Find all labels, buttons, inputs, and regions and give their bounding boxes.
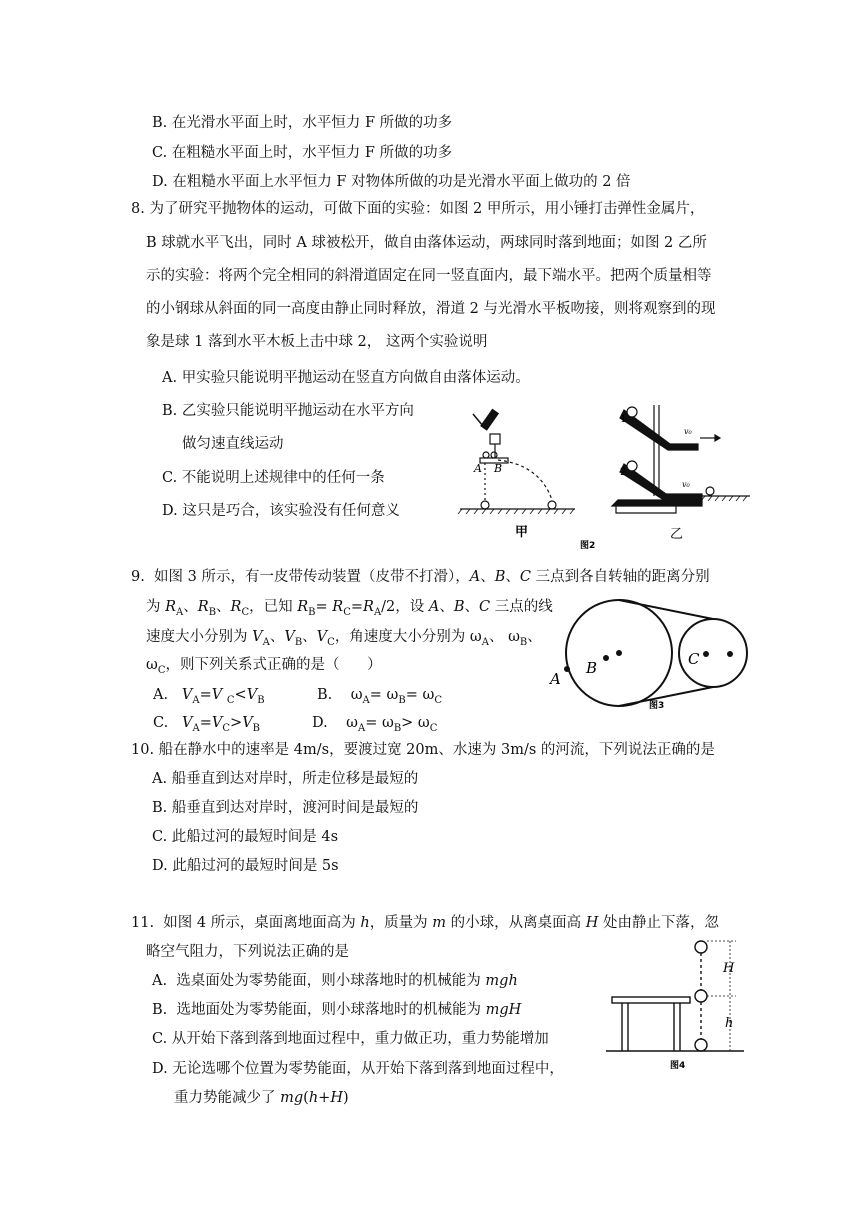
figure-2-caption: 图2 xyxy=(580,541,596,551)
q9-option-a: A. $V_A=V$ $_C<V_B$ xyxy=(153,687,265,706)
q11-option-b: B. 选地面处为零势能面，则小球落地时的机械能为 mgH xyxy=(152,1002,522,1018)
q8-option-b-line2: 做匀速直线运动 xyxy=(182,436,284,452)
figure-4-table-top xyxy=(612,997,690,1003)
figure-3-caption: 图3 xyxy=(649,701,665,711)
figure-3-label-c: C xyxy=(688,650,700,668)
figure-4-ball-top xyxy=(695,941,707,953)
q10-option-a: A. 船垂直到达对岸时，所走位移是最短的 xyxy=(152,771,419,787)
q11-option-a: A. 选桌面处为零势能面，则小球落地时的机械能为 mgh xyxy=(152,973,518,989)
figure-2-label-b: B xyxy=(494,462,503,475)
q8-stem-line4: 的小钢球从斜面的同一高度由静止同时释放，滑道 2 与光滑水平板吻接，则将观察到的现 xyxy=(146,301,716,317)
figure-2-label-2: 2 xyxy=(620,467,627,478)
figure-3-label-b: B xyxy=(586,659,598,677)
figure-3-belt-top xyxy=(619,600,713,619)
figure-4 xyxy=(604,935,749,1075)
figure-2-label-1: 1 xyxy=(620,414,627,425)
q7-option-c: C. 在粗糙水平面上时，水平恒力 F 所做的功多 xyxy=(152,145,453,161)
q8-stem-line2: B 球就水平飞出，同时 A 球被松开，做自由落体运动，两球同时落到地面；如图 2 乙所 xyxy=(146,235,707,251)
q9-stem-line1: 9. 如图 3 所示，有一皮带传动装置（皮带不打滑），A、B、C 三点到各自转轴的距离分别 xyxy=(131,569,710,585)
q8-stem-line5: 象是球 1 落到水平木板上击中球 2， 这两个实验说明 xyxy=(146,334,488,350)
figure-3-label-a: A xyxy=(550,670,561,688)
q11-option-d-line1: D. 无论选哪个位置为零势能面，从开始下落到落到地面过程中， xyxy=(152,1061,564,1077)
figure-2-label-v0-top: v₀ xyxy=(684,427,692,436)
q8-option-d: D. 这只是巧合，该实验没有任何意义 xyxy=(162,503,400,519)
q11-option-c: C. 从开始下落到落到地面过程中，重力做正功，重力势能增加 xyxy=(152,1031,549,1047)
q9-stem-line4: $\omega_C$，则下列关系式正确的是（ ） xyxy=(146,657,382,676)
q11-stem-line1: 11. 如图 4 所示，桌面离地面高为 h，质量为 m 的小球，从离桌面高 H 处由静止下落，忽 xyxy=(131,915,720,931)
figure-4-caption: 图4 xyxy=(670,1061,686,1071)
q7-option-d: D. 在粗糙水平面上水平恒力 F 对物体所做的功是光滑水平面上做功的 2 倍 xyxy=(152,174,631,190)
figure-4-ball-middle xyxy=(695,990,707,1002)
figure-2 xyxy=(440,400,760,555)
q9-option-d: D. $\omega_A= \omega_B> \omega_C$ xyxy=(312,715,438,734)
q9-stem-line2: 为 $R_A$、$R_B$、$R_C$，已知 $R_B= R_C=R_A/2$，设 A、B、C 三点的线 xyxy=(146,599,553,618)
q7-option-b: B. 在光滑水平面上时，水平恒力 F 所做的功多 xyxy=(152,115,453,131)
figure-2-yi-apparatus xyxy=(612,405,750,513)
q10-option-d: D. 此船过河的最短时间是 5s xyxy=(152,858,339,874)
figure-4-label-H: H xyxy=(723,961,735,976)
figure-2-jia-label: 甲 xyxy=(515,525,529,540)
q8-stem-line3: 示的实验：将两个完全相同的斜滑道固定在同一竖直面内，最下端水平。把两个质量相等 xyxy=(146,268,712,284)
q11-option-d-line2: 重力势能减少了 mg(h+H) xyxy=(174,1090,349,1106)
q8-option-a: A. 甲实验只能说明平抛运动在竖直方向做自由落体运动。 xyxy=(162,370,530,386)
q9-stem-line3: 速度大小分别为 $V_A$、$V_B$、$V_C$，角速度大小分别为 $\omega_A$、 $\omega_B$、 xyxy=(146,629,542,648)
figure-2-label-a: A xyxy=(474,462,482,475)
figure-2-yi-label: 乙 xyxy=(670,527,684,542)
figure-4-ball-bottom xyxy=(695,1039,707,1051)
figure-3-belt-bottom xyxy=(619,687,713,706)
figure-2-label-v0-bottom: v₀ xyxy=(682,480,690,489)
q10-option-b: B. 船垂直到达对岸时，渡河时间是最短的 xyxy=(152,800,419,816)
figure-2-jia-apparatus xyxy=(460,410,575,509)
figure-4-label-h: h xyxy=(725,1016,734,1031)
q8-option-c: C. 不能说明上述规律中的任何一条 xyxy=(162,470,385,486)
figure-3 xyxy=(545,592,775,717)
q10-stem: 10. 船在静水中的速率是 4m/s，要渡过宽 20m、水速为 3m/s 的河流，下列说法正确的是 xyxy=(131,742,715,758)
q8-option-b-line1: B. 乙实验只能说明平抛运动在水平方向 xyxy=(162,403,414,419)
q8-stem-line1: 8. 为了研究平抛物体的运动，可做下面的实验：如图 2 甲所示，用小锤打击弹性金属片， xyxy=(131,201,705,217)
q11-stem-line2: 略空气阻力，下列说法正确的是 xyxy=(146,944,349,960)
q10-option-c: C. 此船过河的最短时间是 4s xyxy=(152,829,339,845)
q9-option-b: B. $\omega_A= \omega_B= \omega_C$ xyxy=(317,687,442,706)
q9-option-c: C. $V_A=V_C>V_B$ xyxy=(153,715,261,734)
